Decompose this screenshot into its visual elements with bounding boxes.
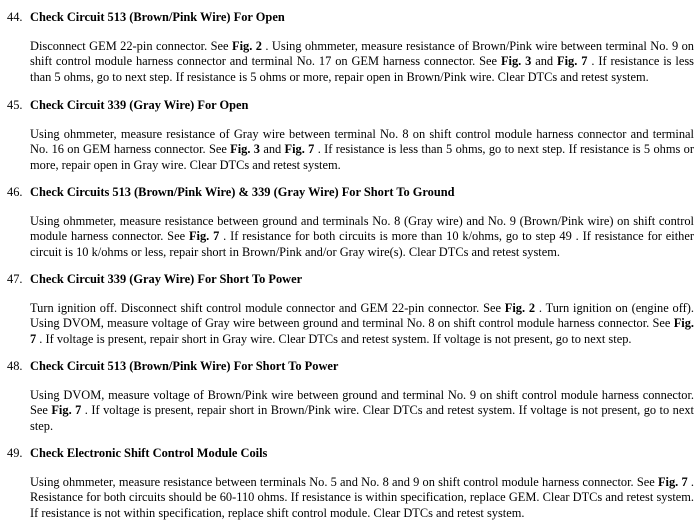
- figure-reference: Fig. 3: [500, 54, 532, 69]
- step-title: Check Circuits 513 (Brown/Pink Wire) & 339 (Gray Wire) For Short To Ground: [30, 185, 455, 199]
- figure-reference: Fig. 7: [51, 403, 82, 418]
- figure-reference: Fig. 2: [504, 301, 536, 315]
- step-heading: [0, 10, 700, 26]
- figure-reference: Fig. 7: [188, 229, 220, 244]
- step-47: [0, 272, 700, 346]
- step-title: Check Circuit 513 (Brown/Pink Wire) For Short To Power: [30, 359, 339, 373]
- step-title: Check Circuit 513 (Brown/Pink Wire) For Open: [30, 10, 285, 24]
- step-body: Using ohmmeter, measure resistance between terminals No. 5 and No. 8 and 9 on shift control module harness connector. See Fig. 7 . Resistance for both circuits should be 60-110 ohms. If resistance is within specification, replace GEM. Clear DTCs and retest system. If resistance is not within specification, replace shift control module. Clear DTCs and retest system.: [30, 475, 694, 520]
- step-number: 45.: [7, 98, 23, 112]
- step-heading: [0, 272, 700, 288]
- step-number: 44.: [7, 10, 23, 24]
- step-46: [0, 185, 700, 259]
- step-number: 48.: [7, 359, 23, 373]
- step-body: Using ohmmeter, measure resistance of Gray wire between terminal No. 8 on shift control module harness connector and terminal No. 16 on GEM harness connector. See Fig. 3 and Fig. 7 . If resistance is less than 5 ohms, go to next step. If resistance is 5 ohms or more, repair open in Gray wire. Clear DTCs and retest system.: [30, 127, 694, 172]
- step-heading: [0, 446, 700, 462]
- step-number: 47.: [7, 272, 23, 286]
- figure-reference: Fig. 7: [557, 54, 588, 69]
- step-49: [0, 446, 700, 520]
- step-body: Turn ignition off. Disconnect shift control module connector and GEM 22-pin connector. See Fig. 2 . Turn ignition on (engine off). Using DVOM, measure voltage of Gray wire between ground and terminal No. 8 on shift control module harness connector. See Fig. 7 . If voltage is present, repair short in Gray wire. Clear DTCs and retest system. If voltage is not present, go to next step.: [30, 301, 694, 346]
- step-44: [0, 10, 700, 84]
- step-title: Check Circuit 339 (Gray Wire) For Open: [30, 98, 249, 112]
- step-heading: [0, 185, 700, 201]
- figure-reference: Fig. 2: [232, 39, 262, 53]
- step-title: Check Electronic Shift Control Module Coils: [30, 446, 268, 460]
- figure-reference: Fig. 3: [230, 142, 260, 157]
- step-48: [0, 359, 700, 433]
- step-title: Check Circuit 339 (Gray Wire) For Short To Power: [30, 272, 303, 286]
- step-45: [0, 98, 700, 172]
- step-body: Using ohmmeter, measure resistance between ground and terminals No. 8 (Gray wire) and No. 9 (Brown/Pink wire) on shift control module harness connector. See Fig. 7 . If resistance for both circuits is more than 10 k/ohms, go to step 49 . If resistance for either circuit is 10 k/ohms or less, repair short in Brown/Pink and/or Gray wire(s). Clear DTCs and retest system.: [30, 214, 694, 259]
- step-heading: [0, 98, 700, 114]
- step-body: Disconnect GEM 22-pin connector. See Fig. 2 . Using ohmmeter, measure resistance of Brown/Pink wire between terminal No. 9 on shift control module harness connector and terminal No. 17 on GEM harness connector. See Fig. 3 and Fig. 7 . If resistance is less than 5 ohms, go to next step. If resistance is 5 ohms or more, repair open in Brown/Pink wire. Clear DTCs and retest system.: [30, 39, 695, 84]
- figure-reference: Fig. 7: [284, 142, 315, 157]
- step-body: Using DVOM, measure voltage of Brown/Pink wire between ground and terminal No. 9 on shift control module harness connector. See Fig. 7 . If voltage is present, repair short in Brown/Pink wire. Clear DTCs and retest system. If voltage is not present, go to next step.: [30, 388, 694, 433]
- step-number: 49.: [7, 446, 23, 460]
- figure-reference: Fig. 7: [657, 475, 688, 489]
- step-number: 46.: [7, 185, 23, 199]
- step-heading: [0, 359, 700, 375]
- figure-reference: Fig. 7: [30, 316, 694, 346]
